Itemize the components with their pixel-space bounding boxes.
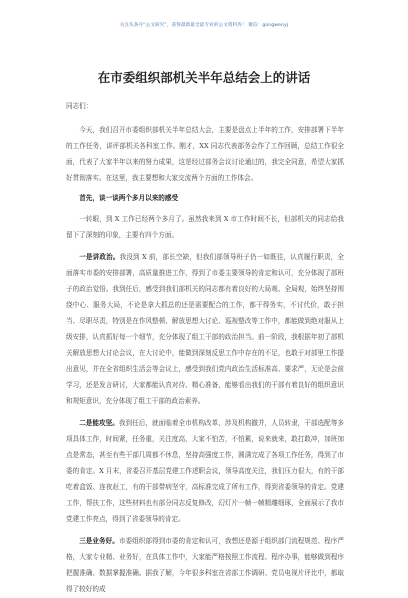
document-body bbox=[66, 98, 344, 598]
page-title: 在市委组织部机关半年总结会上的讲话 bbox=[97, 70, 311, 85]
paragraph-overview: 一转眼，到 X 工作已经两个多月了。虽然我来到 X 市工作时间不长，但部机关的同志给我留下了深刻的印象，主要有四个方面。 bbox=[66, 215, 344, 239]
point-3-label: 三是业务好。 bbox=[79, 537, 119, 545]
point-3 bbox=[66, 533, 344, 597]
point-1 bbox=[66, 249, 344, 409]
point-2-text: 我到任后，就面临着全市机构改革，涉及机构撤并，人员转隶，干部选配等多项具体工作，时间紧，任务重，关注度高，大家不怕苦，不怕累，说来就来，敢打敢冲，加班加点是常态，甚至有些干部几周都不休息，坚持高强度工作，圆满完成了各项工作任务，得到了市委的肯定。X 月末，省委召开基层党建工作述职会议，领导高度关注，我们压力很大，有的干部吃着盒饭、连夜赶工，有的干部带病坚守，高标准完成了所有工作，得到省委领导的肯定。党建工作，帮扶工作，这些材料也有部分同志反复修改，幻灯片一帧一帧精雕细琢，全面展示了我市党建工作亮点，得到了省委领导的肯定。 bbox=[66, 419, 345, 523]
point-1-label: 一是讲政治。 bbox=[79, 253, 120, 261]
point-2-label: 二是能攻坚。 bbox=[79, 419, 119, 427]
header-banner: 关注头条号“公文研究”，获得最新最全最专业的公文资料库！ 微信：gongwenyj bbox=[119, 23, 289, 28]
salutation: 同志们： bbox=[66, 102, 93, 110]
point-3-text: 市委组织部得到市委的肯定和认可，我想还是源于组织部门流程规范、程序严格，大家专业精、业务好，在具体工作中，大家能严格按照工作流程、程序办事，能够做到程序把握准确、数据掌握准确。据我了解，今年很多科室在省部工作调研、党员电视片评比中，都取得了较好的成 bbox=[66, 537, 345, 593]
point-1-text: 我没到 X 前，部长空缺，但我们部领导班子仍一如既往，认真履行职责，全面落实市委的安排部署，高质量推进工作，得到了市委主要领导的肯定和认可，充分体现了部班子的政治觉悟。我到任后，感受到我们部机关的同志都有着良好的大局观、全局观，始终坚持围绕中心、服务大局，不论是拿大抓总的还是需要配合的工作，都干得务实，不讨代价，敢于担当、尽职尽责，特别是在作风整顿、解放思想大讨论、巡视整改等工作中，都能做到绝对服从上级安排，认真抓好每一个细节，充分体现了组工干部的政治担当。前一阶段，我根据年初了部机关解放思想大讨论会议，在大讨论中，能做到深刻反思工作中存在的不足，也敢于对部里工作提出意见，并在全省组织生活会等会议上，感受到我们党内政治生活标准高、要求严，无论是会前学习，还是发言研讨，大家都能认真对待、精心准备，能够看出我们的干部有着良好的组织意识和规矩意识，充分体现了组工干部的政治素养。 bbox=[66, 253, 344, 405]
section-heading: 首先，谈一谈两个多月以来的感受 bbox=[79, 194, 179, 202]
point-2 bbox=[66, 415, 344, 527]
paragraph-intro: 今天，我们召开市委组织部机关半年总结大会，主要是盘点上半年的工作，安排部署下半年的工作任务，讲评部机关各科室工作。刚才，XX 同志代表部务会作了工作回顾，总结工作很全面，代表了大家半年以来的努力成果，这是经过部务会议讨论通过的，我完全同意，希望大家抓好贯彻落实。在这里，我主要想和大家交流两个方面的工作体会。 bbox=[66, 126, 344, 182]
